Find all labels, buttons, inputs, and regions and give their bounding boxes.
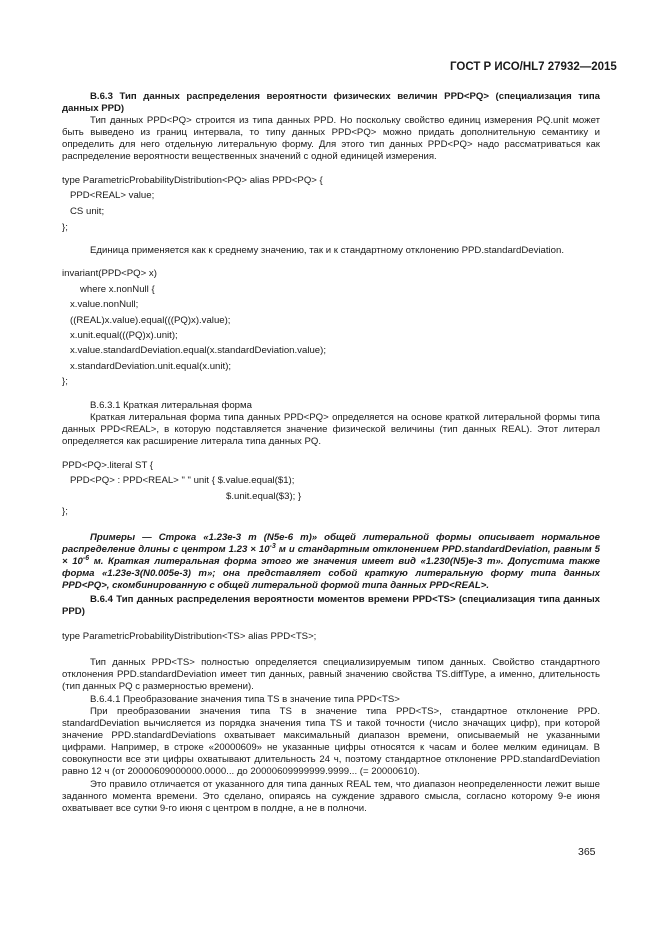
example-paragraph	[62, 532, 600, 592]
paragraph: Это правило отличается от указанного для типа данных REAL тем, что диапазон неопределенности лежит выше заданного момента времени. Это сделано, опираясь на суждение здравого смысла, согласно которому 9-е июня охватывает все сутки 9-го июня с центром в полдне, а не в полночи.	[62, 779, 600, 815]
section-heading-b64: В.6.4 Тип данных распределения вероятности моментов времени PPD<TS> (специализация типа данных PPD)	[62, 594, 600, 618]
paragraph: При преобразовании значения типа TS в значение типа PPD<TS>, стандартное отклонение PPD. standardDeviation вычисляется из порядка значения типа TS и такой точности (число значащих цифр), при которой значение PPD.standardDeviations охватывает максимальный диапазон времени, описываемый не указанными цифрами. Например, в строке «20000609» не указанные цифры относятся к часам и более мелким единицам. В совокупности все эти цифры охватывают длительность 24 ч, поэтому стандартное отклонение PPD.standardDeviation равно 12 ч (от 20000609000000.0000... до 20000609999999.9999... (= 20000610).	[62, 706, 600, 778]
example-text: м. Краткая литеральная форма этого же значения имеет вид «1.230(N5)e-3 m». Допустима также форма «1.23e-3(N0.005e-3) m»; она представляет собой краткую литеральную форму типа данных PPD<PQ>, скомбинированную с общей литеральной формой типа данных PPD<REAL>.	[62, 556, 600, 592]
example-text: м и стандартным отклонением PPD.standardDeviation, равным 5 × 10	[62, 544, 600, 568]
code-line: CS unit;	[70, 206, 105, 217]
code-line: ((REAL)x.value).equal(((PQ)x).value);	[70, 315, 231, 326]
code-line: x.standardDeviation.unit.equal(x.unit);	[70, 361, 232, 372]
page-number: 365	[578, 846, 596, 858]
subsection-title: В.6.3.1 Краткая литеральная форма	[90, 400, 252, 411]
code-line: };	[62, 376, 68, 387]
code-line: PPD<REAL> value;	[70, 190, 155, 201]
code-line: type ParametricProbabilityDistribution<PQ> alias PPD<PQ> {	[62, 175, 323, 186]
paragraph: Тип данных PPD<TS> полностью определяется специализируемым типом данных. Свойство стандартного отклонения PPD.standardDeviation имеет тип данных, равный значению свойства TS.diffType, а именно, длительность (тип данных PQ с размерностью времени).	[62, 657, 600, 693]
code-line: $.unit.equal($3); }	[226, 491, 302, 502]
code-line: x.unit.equal(((PQ)x).unit);	[70, 330, 178, 341]
code-line: };	[62, 222, 68, 233]
paragraph: Единица применяется как к среднему значению, так и к стандартному отклонению PPD.standardDeviation.	[90, 245, 564, 256]
paragraph: Тип данных PPD<PQ> строится из типа данных PPD. Но поскольку свойство единиц измерения PQ.unit может быть выведено из границ интервала, то типу данных PPD<PQ> можно придать дополнительную семантику и определить для него отдельную литеральную форму. Для этого тип данных PPD<PQ> надо рассматриваться как распределение вероятности вещественных значений с одной единицей измерения.	[62, 115, 600, 163]
code-line: PPD<PQ>.literal ST {	[62, 460, 154, 471]
code-line: x.value.nonNull;	[70, 299, 139, 310]
exponent: -3	[269, 543, 276, 551]
subsection-title: В.6.4.1 Преобразование значения типа TS в значение типа PPD<TS>	[90, 694, 400, 705]
code-line: invariant(PPD<PQ> x)	[62, 268, 157, 279]
section-heading-b63: В.6.3 Тип данных распределения вероятности физических величин PPD<PQ> (специализация типа данных PPD)	[62, 91, 600, 115]
code-line: type ParametricProbabilityDistribution<TS> alias PPD<TS>;	[62, 631, 317, 642]
paragraph: Краткая литеральная форма типа данных PPD<PQ> определяется на основе краткой литеральной формы типа данных PPD<REAL>, в которую подставляется значение физической величины (тип данных REAL). Этот литерал определяется как расширение литерала типа данных PQ.	[62, 412, 600, 448]
code-line: where x.nonNull {	[80, 284, 155, 295]
code-line: x.value.standardDeviation.equal(x.standardDeviation.value);	[70, 345, 326, 356]
exponent: -6	[82, 555, 90, 563]
code-line: };	[62, 506, 68, 517]
running-header: ГОСТ Р ИСО/HL7 27932—2015	[450, 61, 617, 73]
example-text: Примеры — Строка «1.23e-3 m (N5e-6 m)» общей литеральной формы описывает нормальное распределение длины с центром 1.23 × 10	[62, 532, 600, 556]
code-line: PPD<PQ> : PPD<REAL> " " unit { $.value.equal($1);	[70, 475, 295, 486]
